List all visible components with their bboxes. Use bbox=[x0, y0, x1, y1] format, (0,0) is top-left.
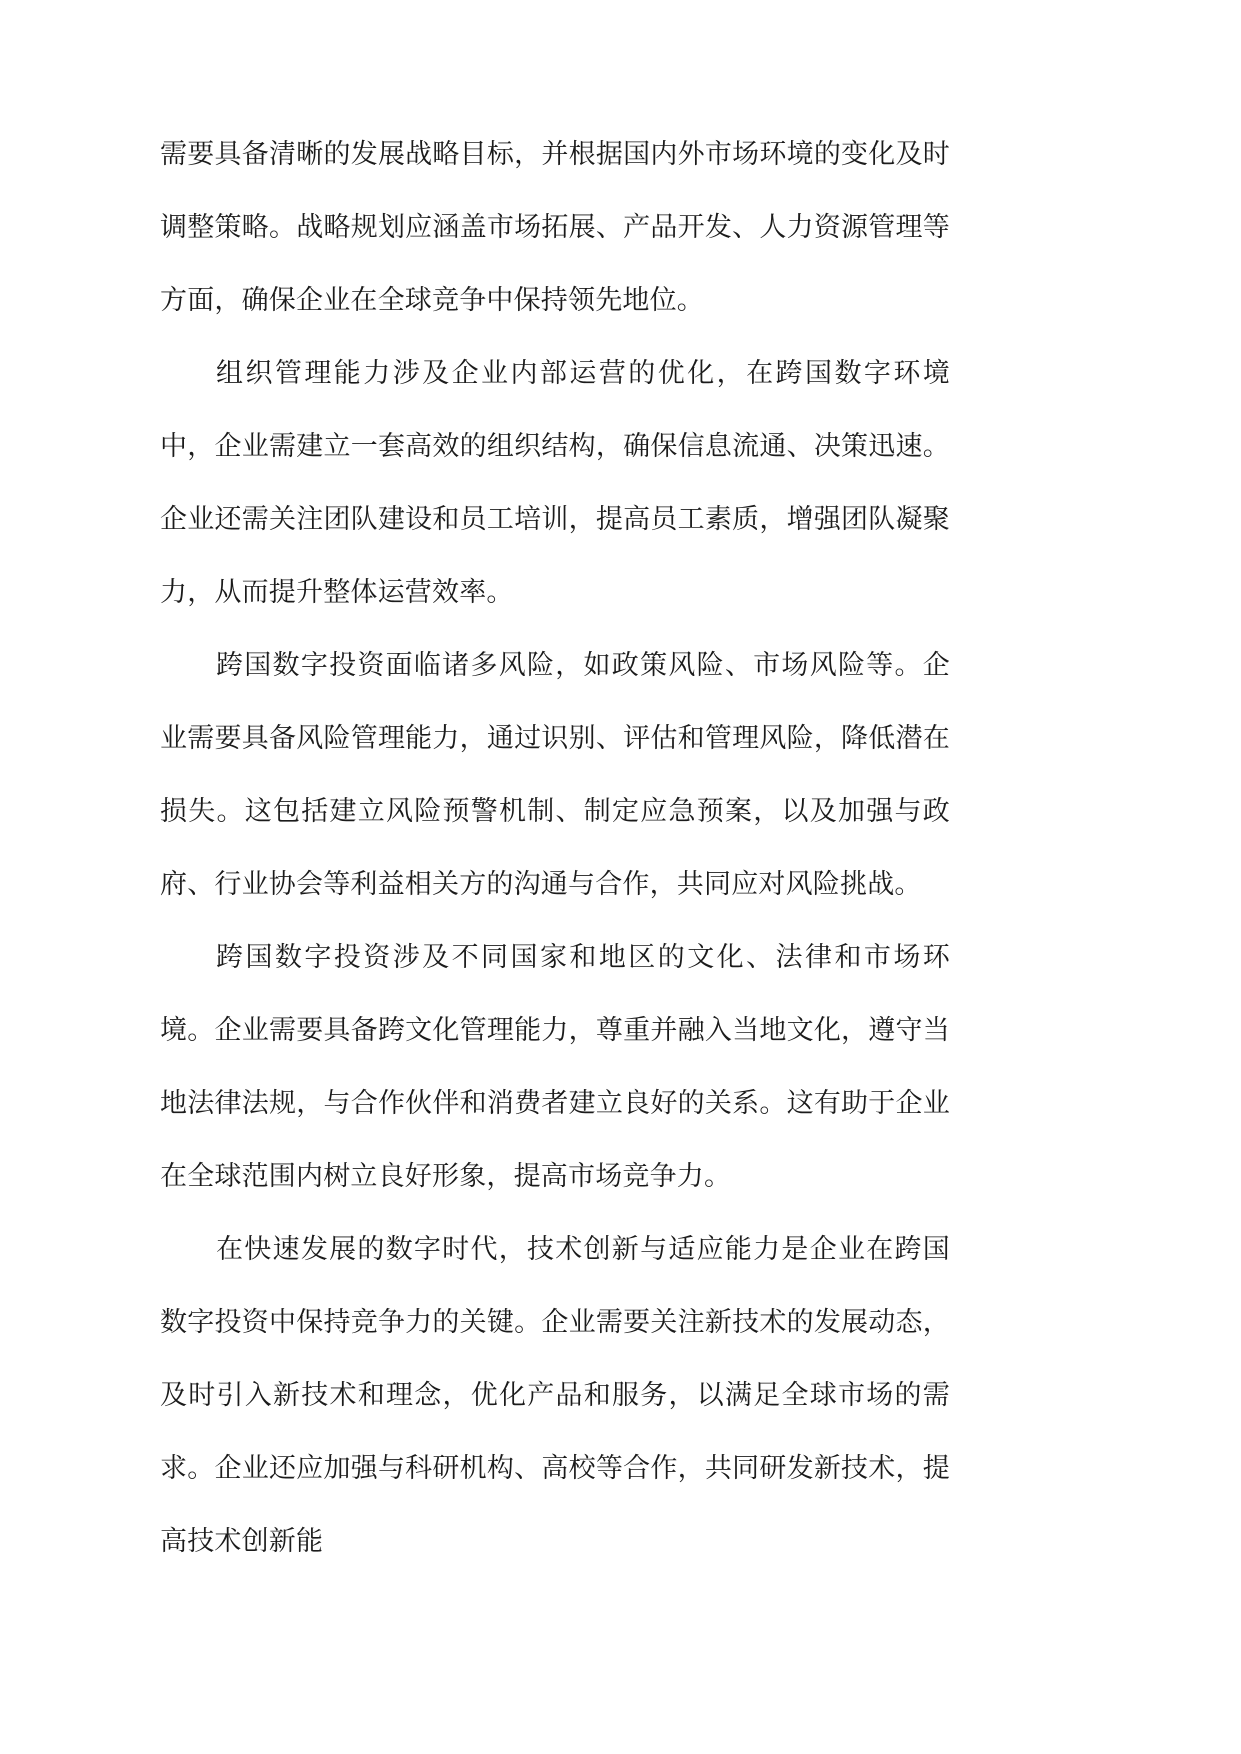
paragraph-5: 在快速发展的数字时代，技术创新与适应能力是企业在跨国数字投资中保持竞争力的关键。企业需要关注新技术的发展动态，及时引入新技术和理念，优化产品和服务，以满足全球市场的需求。企业还应加强与科研机构、高校等合作，共同研发新技术，提高技术创新能 bbox=[160, 1234, 950, 1557]
paragraph-2: 组织管理能力涉及企业内部运营的优化，在跨国数字环境中，企业需建立一套高效的组织结构，确保信息流通、决策迅速。企业还需关注团队建设和员工培训，提高员工素质，增强团队凝聚力，从而提升整体运营效率。 bbox=[160, 358, 950, 608]
paragraph-3: 跨国数字投资面临诸多风险，如政策风险、市场风险等。企业需要具备风险管理能力，通过识别、评估和管理风险，降低潜在损失。这包括建立风险预警机制、制定应急预案，以及加强与政府、行业协会等利益相关方的沟通与合作，共同应对风险挑战。 bbox=[160, 650, 950, 900]
paragraph-1: 需要具备清晰的发展战略目标，并根据国内外市场环境的变化及时调整策略。战略规划应涵盖市场拓展、产品开发、人力资源管理等方面，确保企业在全球竞争中保持领先地位。 bbox=[160, 139, 950, 316]
paragraph-4: 跨国数字投资涉及不同国家和地区的文化、法律和市场环境。企业需要具备跨文化管理能力，尊重并融入当地文化，遵守当地法律法规，与合作伙伴和消费者建立良好的关系。这有助于企业在全球范围内树立良好形象，提高市场竞争力。 bbox=[160, 942, 950, 1192]
document-text-body bbox=[160, 118, 950, 1578]
